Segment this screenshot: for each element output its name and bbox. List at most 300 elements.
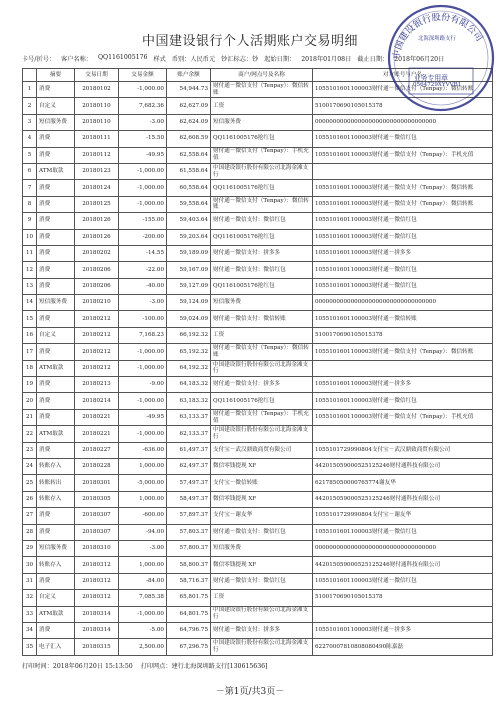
row-amount: -14.55	[119, 245, 167, 261]
row-counterparty: 1055101601100003财付通－微信支付（Tenpay）：微信转账	[313, 196, 493, 212]
table-row	[23, 311, 493, 327]
table-row	[23, 278, 493, 294]
row-merchant: 中国建设银行股份有限公司北海金滩支行	[211, 360, 313, 376]
row-date: 20180314	[75, 606, 119, 622]
row-balance: 59,203.64	[167, 229, 211, 245]
row-type: 消费	[37, 508, 75, 524]
row-balance: 57,803.37	[167, 524, 211, 540]
row-amount: 2,500.00	[119, 639, 167, 655]
row-merchant: 短信服务费	[211, 540, 313, 556]
row-merchant: 财付通－微信支付：拼多多	[211, 377, 313, 393]
row-type: 自定义	[37, 327, 75, 343]
row-index: 15	[23, 311, 37, 327]
table-row	[23, 229, 493, 245]
table-row	[23, 540, 493, 556]
row-index: 19	[23, 377, 37, 393]
row-index: 34	[23, 622, 37, 638]
row-index: 20	[23, 393, 37, 409]
row-amount: -200.00	[119, 229, 167, 245]
row-index: 9	[23, 213, 37, 229]
row-type: 消费	[37, 229, 75, 245]
seal-branch: 北海深圳路支行	[418, 36, 456, 42]
row-index: 11	[23, 245, 37, 261]
row-balance: 59,167.09	[167, 262, 211, 278]
row-date: 20180312	[75, 590, 119, 606]
row-merchant: 中国建设银行股份有限公司北海金滩支行	[211, 606, 313, 622]
row-type: 短信服务费	[37, 295, 75, 311]
row-index: 32	[23, 590, 37, 606]
row-counterparty: 1055101601100003财付通－微信红包	[313, 278, 493, 294]
row-counterparty: 1055101601100003财付通－微信红包	[313, 229, 493, 245]
row-balance: 58,800.37	[167, 557, 211, 573]
row-merchant: 支付宝－武汉鼎致商贸有限公司	[211, 442, 313, 458]
row-balance: 54,944.73	[167, 82, 211, 98]
row-merchant: 微信零钱提现 XF	[211, 491, 313, 507]
row-balance: 61,558.64	[167, 163, 211, 179]
row-merchant: 财付通－微信支付（Tenpay）：微信转账	[211, 196, 313, 212]
row-counterparty: 1055101601100003财付通－微信红包	[313, 573, 493, 589]
row-date: 20180228	[75, 458, 119, 474]
row-counterparty: 621785050000765774谢友华	[313, 475, 493, 491]
row-merchant: 财付通－微信支付：微信红包	[211, 262, 313, 278]
row-counterparty: 1055101729990804支付宝－谢友华	[313, 508, 493, 524]
table-row	[23, 147, 493, 163]
row-counterparty: 1055101601100003财付通－微信支付（Tenpay）：手机充值	[313, 409, 493, 425]
table-row	[23, 295, 493, 311]
col-header-merchant: 商户/网点号及名称	[211, 69, 313, 82]
row-type: 消费	[37, 131, 75, 147]
print-branch: 打印网点：建行北海深圳路支行[130615636]	[140, 663, 268, 670]
row-index: 18	[23, 360, 37, 376]
row-index: 22	[23, 426, 37, 442]
row-amount: -636.00	[119, 442, 167, 458]
row-amount: -1,000.00	[119, 393, 167, 409]
row-index: 16	[23, 327, 37, 343]
row-merchant: 支付宝－微信转账	[211, 475, 313, 491]
seal-center-text: 业务专用章	[414, 74, 448, 82]
row-type: 消费	[37, 377, 75, 393]
table-row	[23, 409, 493, 425]
row-date: 20180102	[75, 82, 119, 98]
row-type: 消费	[37, 442, 75, 458]
row-amount: -1,000.00	[119, 196, 167, 212]
bank-seal-icon	[385, 2, 497, 114]
row-amount: 1,000.00	[119, 557, 167, 573]
row-counterparty	[313, 606, 493, 622]
row-index: 5	[23, 147, 37, 163]
row-merchant: 工资	[211, 327, 313, 343]
row-date: 20180202	[75, 245, 119, 261]
row-index: 30	[23, 557, 37, 573]
row-date: 20180125	[75, 196, 119, 212]
row-balance: 64,192.32	[167, 360, 211, 376]
row-date: 20180111	[75, 131, 119, 147]
table-row	[23, 524, 493, 540]
row-merchant: 财付通－微信支付（Tenpay）：微信转账	[211, 82, 313, 98]
row-type: 消费	[37, 393, 75, 409]
row-amount: -40.00	[119, 278, 167, 294]
row-index: 28	[23, 524, 37, 540]
row-amount: -1,000.00	[119, 606, 167, 622]
row-date: 20180206	[75, 278, 119, 294]
table-row	[23, 180, 493, 196]
style-label: 样式	[153, 56, 166, 63]
row-type: ATM取款	[37, 426, 75, 442]
table-row	[23, 573, 493, 589]
row-counterparty: 5100170690105015378	[313, 98, 493, 114]
row-counterparty: 1055101601100003财付通－拼多多	[313, 245, 493, 261]
row-index: 2	[23, 98, 37, 114]
col-header-balance: 账户余额	[167, 69, 211, 82]
row-index: 4	[23, 131, 37, 147]
row-date: 20180221	[75, 426, 119, 442]
row-balance: 67,296.75	[167, 639, 211, 655]
row-balance: 58,497.37	[167, 491, 211, 507]
table-row	[23, 163, 493, 179]
row-type: 消费	[37, 524, 75, 540]
row-type: 转账存入	[37, 557, 75, 573]
table-row	[23, 196, 493, 212]
row-date: 20180312	[75, 557, 119, 573]
row-amount: -1,000.00	[119, 344, 167, 360]
row-type: 消费	[37, 622, 75, 638]
row-counterparty: 1055101601100003财付通－微信红包	[313, 393, 493, 409]
row-index: 25	[23, 475, 37, 491]
row-balance: 66,192.32	[167, 327, 211, 343]
row-balance: 59,189.09	[167, 245, 211, 261]
end-date-label: 截止日期：	[357, 56, 389, 63]
row-counterparty: 5100170690105015378	[313, 590, 493, 606]
row-counterparty: 0000000000000000000000000000000000	[313, 540, 493, 556]
row-date: 20180126	[75, 229, 119, 245]
row-balance: 65,801.75	[167, 590, 211, 606]
statement-title: 中国建设银行个人活期账户交易明细	[141, 34, 358, 49]
row-merchant: 工资	[211, 590, 313, 606]
row-counterparty: 1055101601100003财付通－微信红包	[313, 213, 493, 229]
table-row	[23, 131, 493, 147]
start-date-label: 起始日期：	[264, 56, 296, 63]
row-balance: 59,127.09	[167, 278, 211, 294]
table-row	[23, 426, 493, 442]
print-time: 打印时间：2018年06月20日 15:13:50	[22, 663, 133, 670]
row-date: 20180212	[75, 344, 119, 360]
table-row	[23, 458, 493, 474]
row-merchant: 财付通－微信支付：微信红包	[211, 524, 313, 540]
row-merchant: 中国建设银行股份有限公司北海金滩支行	[211, 426, 313, 442]
table-row	[23, 377, 493, 393]
row-counterparty: 1055101601100003财付通－微信支付（Tenpay）：手机充值	[313, 147, 493, 163]
row-index: 14	[23, 295, 37, 311]
table-row	[23, 606, 493, 622]
row-date: 20180124	[75, 180, 119, 196]
transaction-table	[22, 68, 493, 656]
row-counterparty: 0000000000000000000000000000000000	[313, 295, 493, 311]
row-counterparty: 1055101601100003财付通－拼多多	[313, 377, 493, 393]
client-value: QQ1161005176	[97, 54, 148, 61]
row-type: 消费	[37, 344, 75, 360]
client-label: 客户名称：	[61, 56, 92, 63]
table-row	[23, 262, 493, 278]
row-merchant: QQ1161005176抢红包	[211, 131, 313, 147]
row-index: 31	[23, 573, 37, 589]
row-index: 6	[23, 163, 37, 179]
row-type: 消费	[37, 196, 75, 212]
col-header-counterparty: 对方账号与户名	[313, 69, 493, 82]
row-balance: 57,897.37	[167, 508, 211, 524]
row-balance: 64,183.32	[167, 377, 211, 393]
row-type: 消费	[37, 245, 75, 261]
table-row	[23, 639, 493, 655]
row-date: 20180110	[75, 98, 119, 114]
start-date-value: 2018年01月08日	[301, 56, 352, 63]
row-counterparty: 62270007810808080490陈嘉磊	[313, 639, 493, 655]
row-balance: 62,497.37	[167, 458, 211, 474]
table-row	[23, 491, 493, 507]
row-merchant: 微信零钱提现 XF	[211, 458, 313, 474]
row-counterparty: 442015059000525125246财付通科技有限公司	[313, 557, 493, 573]
row-balance: 62,608.59	[167, 131, 211, 147]
print-info	[22, 661, 268, 670]
row-index: 1	[23, 82, 37, 98]
row-amount: -3.00	[119, 114, 167, 130]
row-balance: 59,124.09	[167, 295, 211, 311]
row-type: 消费	[37, 573, 75, 589]
row-counterparty: 1055101601100003财付通－拼多多	[313, 622, 493, 638]
row-index: 35	[23, 639, 37, 655]
row-index: 23	[23, 442, 37, 458]
row-balance: 63,133.37	[167, 409, 211, 425]
col-header-type: 摘要	[37, 69, 75, 82]
card-label: 卡号/折号：	[22, 56, 56, 63]
row-date: 20180210	[75, 295, 119, 311]
row-amount: -22.00	[119, 262, 167, 278]
row-merchant: QQ1161005176抢红包	[211, 180, 313, 196]
row-amount: 7,682.36	[119, 98, 167, 114]
row-merchant: 中国建设银行股份有限公司北海金滩支行	[211, 639, 313, 655]
row-amount: -49.95	[119, 147, 167, 163]
row-amount: -94.00	[119, 524, 167, 540]
row-merchant: 中国建设银行股份有限公司北海金滩支行	[211, 163, 313, 179]
row-date: 20180212	[75, 327, 119, 343]
row-merchant: 财付通－微信支付：拼多多	[211, 245, 313, 261]
row-amount: -600.00	[119, 508, 167, 524]
table-row	[23, 114, 493, 130]
row-amount: -15.50	[119, 131, 167, 147]
row-type: 消费	[37, 311, 75, 327]
row-type: 自定义	[37, 98, 75, 114]
row-balance: 63,183.32	[167, 393, 211, 409]
row-merchant: 财付通－微信支付：拼多多	[211, 622, 313, 638]
row-date: 20180315	[75, 639, 119, 655]
cash-label: 钞汇标志：钞	[221, 56, 259, 63]
page-indicator: －第1页/共3页－	[215, 687, 285, 697]
table-row	[23, 213, 493, 229]
row-merchant: QQ1161005176抢红包	[211, 393, 313, 409]
row-amount: -155.00	[119, 213, 167, 229]
row-date: 20180305	[75, 491, 119, 507]
row-date: 20180221	[75, 409, 119, 425]
row-merchant: 工资	[211, 98, 313, 114]
row-merchant: 财付通－微信支付（Tenpay）：微信转账	[211, 344, 313, 360]
row-merchant: 财付通－微信支付（Tenpay）：手机充值	[211, 147, 313, 163]
row-counterparty: 1055101601100003财付通－微信转账	[313, 311, 493, 327]
row-type: 消费	[37, 213, 75, 229]
seal-code: 0564729XYVVB1	[413, 82, 462, 88]
row-amount: -5.00	[119, 622, 167, 638]
seal-ring-text: 中国建设银行股份有限公司	[391, 12, 484, 60]
row-balance: 59,403.64	[167, 213, 211, 229]
row-date: 20180314	[75, 622, 119, 638]
row-balance: 62,624.09	[167, 114, 211, 130]
row-counterparty: 1055101601100003财付通－微信红包	[313, 262, 493, 278]
row-date: 20180307	[75, 508, 119, 524]
row-merchant: 财付通－微信支付（Tenpay）：手机充值	[211, 409, 313, 425]
col-header-date: 交易日期	[75, 69, 119, 82]
row-index: 3	[23, 114, 37, 130]
row-index: 8	[23, 196, 37, 212]
row-merchant: 短信服务费	[211, 295, 313, 311]
row-index: 12	[23, 262, 37, 278]
currency-label: 币别：人民币元	[171, 56, 216, 63]
end-date-value: 2018年06月20日	[394, 56, 445, 63]
row-date: 20180312	[75, 573, 119, 589]
row-merchant: 短信服务费	[211, 114, 313, 130]
row-amount: 7,168.23	[119, 327, 167, 343]
table-row	[23, 622, 493, 638]
row-date: 20180123	[75, 163, 119, 179]
row-merchant: 财付通－微信支付：微信转账	[211, 311, 313, 327]
row-counterparty: 442015059000525125246财付通科技有限公司	[313, 458, 493, 474]
row-date: 20180301	[75, 475, 119, 491]
row-counterparty: 1055101601100003财付通－微信红包	[313, 524, 493, 540]
row-type: 消费	[37, 180, 75, 196]
row-counterparty: 5100170690105015378	[313, 327, 493, 343]
col-header-index	[23, 69, 37, 82]
row-index: 26	[23, 491, 37, 507]
row-balance: 62,133.37	[167, 426, 211, 442]
row-balance: 57,800.37	[167, 540, 211, 556]
table-row	[23, 475, 493, 491]
row-amount: -1,000.00	[119, 163, 167, 179]
row-counterparty: 1055101601100003财付通－微信支付（Tenpay）：微信转账	[313, 344, 493, 360]
row-date: 20180213	[75, 377, 119, 393]
row-type: 消费	[37, 409, 75, 425]
table-row	[23, 557, 493, 573]
row-balance: 65,192.32	[167, 344, 211, 360]
row-counterparty: 1055101601100003财付通－微信支付（Tenpay）：微信转账	[313, 180, 493, 196]
row-type: 消费	[37, 82, 75, 98]
row-amount: -1,000.00	[119, 360, 167, 376]
row-counterparty: 442015059000525125246财付通科技有限公司	[313, 491, 493, 507]
col-header-amount: 交易金额	[119, 69, 167, 82]
row-index: 17	[23, 344, 37, 360]
row-amount: -84.00	[119, 573, 167, 589]
row-date: 20180212	[75, 311, 119, 327]
row-amount: 7,085.38	[119, 590, 167, 606]
row-index: 27	[23, 508, 37, 524]
row-balance: 62,627.09	[167, 98, 211, 114]
row-amount: -49.95	[119, 409, 167, 425]
row-type: ATM取款	[37, 360, 75, 376]
row-balance: 58,716.37	[167, 573, 211, 589]
row-date: 20180307	[75, 524, 119, 540]
row-merchant: 支付宝－谢友华	[211, 508, 313, 524]
row-date: 20180212	[75, 360, 119, 376]
row-amount: 1,000.00	[119, 491, 167, 507]
row-date: 20180126	[75, 213, 119, 229]
row-amount: -1,000.00	[119, 426, 167, 442]
table-row	[23, 360, 493, 376]
row-date: 20180112	[75, 147, 119, 163]
row-index: 21	[23, 409, 37, 425]
row-balance: 57,497.37	[167, 475, 211, 491]
row-type: 电子汇入	[37, 639, 75, 655]
row-balance: 64,801.75	[167, 606, 211, 622]
row-amount: -3.00	[119, 540, 167, 556]
row-counterparty: 1055101729990804支付宝－武汉鼎致商贸有限公司	[313, 442, 493, 458]
row-index: 29	[23, 540, 37, 556]
row-type: ATM取款	[37, 606, 75, 622]
row-date: 20180227	[75, 442, 119, 458]
row-merchant: 微信零钱提现 XF	[211, 557, 313, 573]
row-merchant: QQ1161005176抢红包	[211, 278, 313, 294]
row-balance: 64,796.75	[167, 622, 211, 638]
row-type: 转账转出	[37, 475, 75, 491]
row-index: 10	[23, 229, 37, 245]
table-row	[23, 393, 493, 409]
row-balance: 59,558.64	[167, 196, 211, 212]
row-index: 24	[23, 458, 37, 474]
table-row	[23, 327, 493, 343]
row-index: 7	[23, 180, 37, 196]
row-type: ATM取款	[37, 163, 75, 179]
row-type: 自定义	[37, 590, 75, 606]
row-amount: -1,000.00	[119, 82, 167, 98]
row-date: 20180110	[75, 114, 119, 130]
row-index: 33	[23, 606, 37, 622]
transaction-rows	[23, 82, 493, 656]
row-counterparty: 1055101601100003财付通－微信红包	[313, 131, 493, 147]
row-amount: -3.00	[119, 295, 167, 311]
row-balance: 59,024.09	[167, 311, 211, 327]
row-merchant: 财付通－微信支付：微信红包	[211, 213, 313, 229]
row-merchant: 财付通－微信支付：微信红包	[211, 573, 313, 589]
row-counterparty	[313, 426, 493, 442]
table-row	[23, 508, 493, 524]
row-counterparty	[313, 163, 493, 179]
table-row	[23, 590, 493, 606]
row-type: 消费	[37, 278, 75, 294]
row-amount: -9.00	[119, 377, 167, 393]
row-index: 13	[23, 278, 37, 294]
row-amount: -5,000.00	[119, 475, 167, 491]
table-row	[23, 442, 493, 458]
row-counterparty: 1055101601100003财付通－微信支付（Tenpay）：微信转账	[313, 82, 493, 98]
row-type: 消费	[37, 147, 75, 163]
row-type: 短信服务费	[37, 114, 75, 130]
table-row	[23, 344, 493, 360]
row-merchant: QQ1161005176抢红包	[211, 229, 313, 245]
row-type: 消费	[37, 262, 75, 278]
row-date: 20180214	[75, 393, 119, 409]
row-type: 短信服务费	[37, 540, 75, 556]
row-balance: 62,558.64	[167, 147, 211, 163]
row-type: 转账存入	[37, 458, 75, 474]
row-type: 转账存入	[37, 491, 75, 507]
row-amount: -100.00	[119, 311, 167, 327]
row-balance: 60,558.64	[167, 180, 211, 196]
row-balance: 61,497.37	[167, 442, 211, 458]
